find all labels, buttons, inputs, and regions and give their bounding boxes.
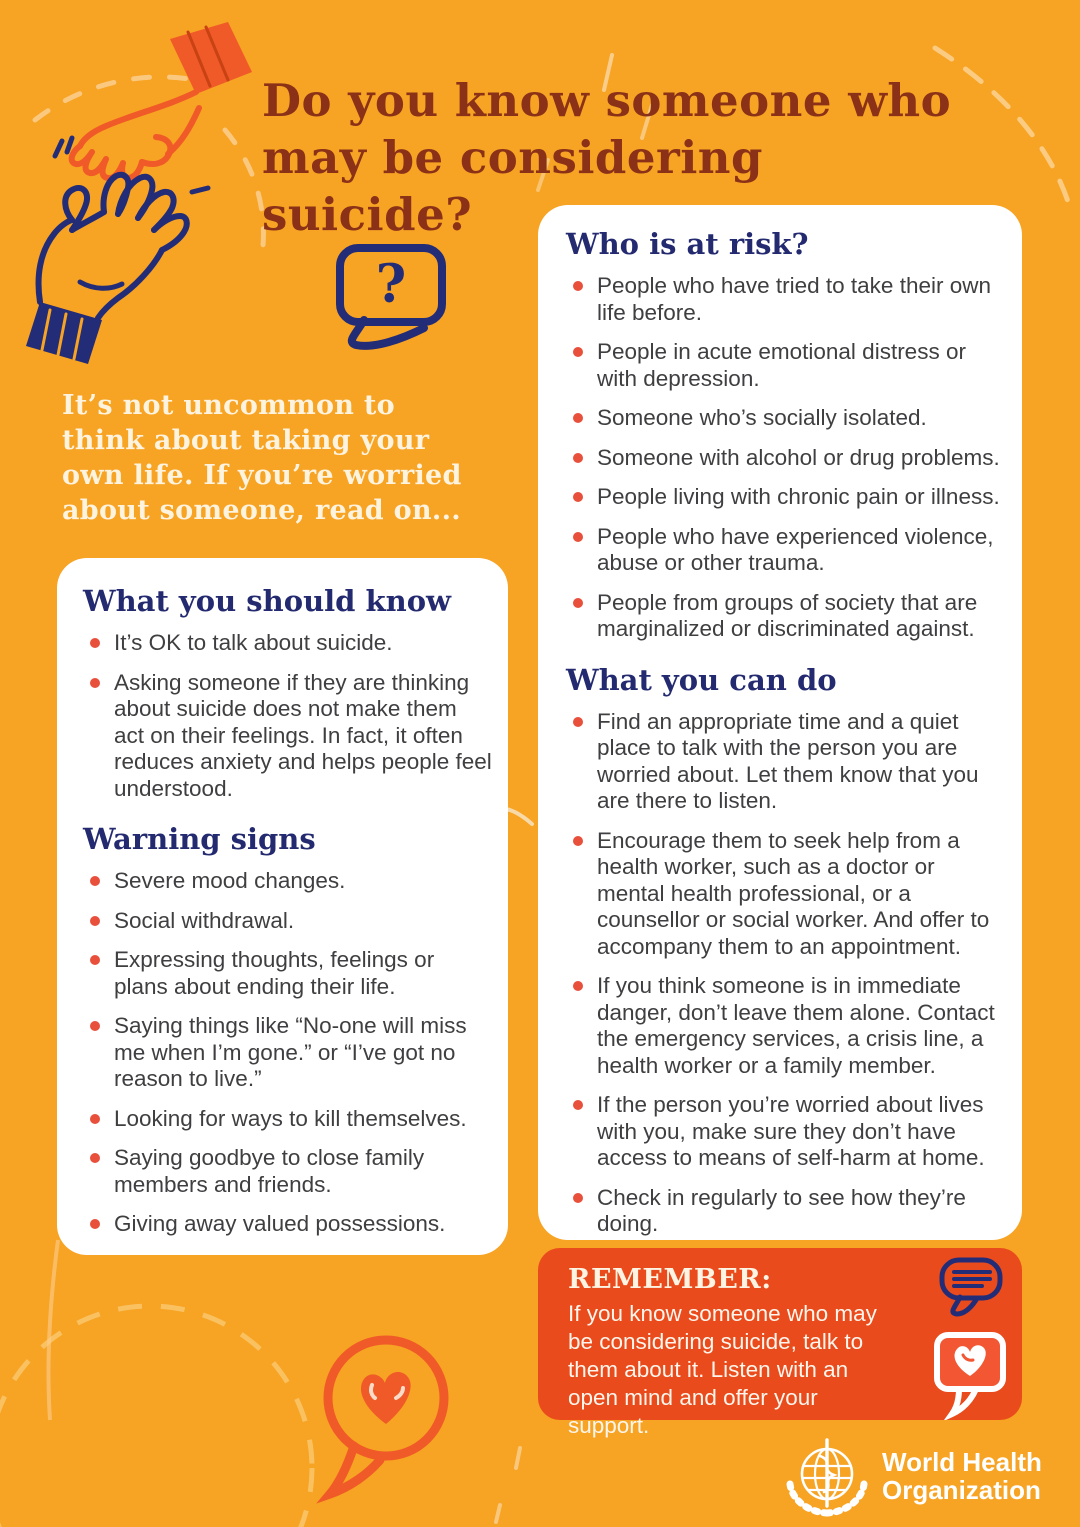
page-title-line2: may be considering suicide? (262, 131, 763, 241)
intro-paragraph: It’s not uncommon to think about taking your own life. If you’re worried about someone, read on... (62, 390, 462, 526)
list-item: Check in regularly to see how they’re doing. (566, 1185, 1002, 1238)
arc-bottom-left (48, 1240, 58, 1420)
heart-message-icon (930, 1328, 1012, 1420)
dashed-circle-bottom-left (0, 1306, 312, 1527)
dash-tick (192, 188, 208, 192)
list-item: People who have tried to take their own life before. (566, 273, 1002, 326)
list-warning-signs (83, 868, 492, 1238)
page-title-line1: Do you know someone who (262, 74, 952, 127)
list-item: Severe mood changes. (83, 868, 492, 895)
list-item: People in acute emotional distress or with depression. (566, 339, 1002, 392)
sparkle-ticks (55, 138, 72, 156)
list-what-you-can-do (566, 709, 1002, 1238)
who-logo-text-line1: World Health (882, 1447, 1042, 1477)
section-heading-what-you-should-know: What you should know (83, 584, 452, 618)
remember-card (538, 1248, 1022, 1438)
who-logo-text-line2: Organization (882, 1475, 1041, 1505)
question-speech-bubble-icon (330, 240, 465, 358)
list-item: Giving away valued possessions. (83, 1211, 492, 1238)
list-item: People from groups of society that are marginalized or discriminated against. (566, 590, 1002, 643)
card-what-you-should-know (57, 558, 508, 1255)
streak (516, 1448, 520, 1468)
list-item: Expressing thoughts, feelings or plans about ending their life. (83, 947, 492, 1000)
list-item: Saying things like “No-one will miss me when I’m gone.” or “I’ve got no reason to live.” (83, 1013, 492, 1093)
remember-body: If you know someone who may be considering suicide, talk to them about it. Listen with an open mind and offer your support. (568, 1301, 877, 1438)
section-heading-who-is-at-risk: Who is at risk? (566, 227, 809, 261)
orange-hand (72, 22, 252, 178)
list-item: People living with chronic pain or illness. (566, 484, 1002, 511)
who-logo-emblem (782, 1432, 872, 1522)
list-item: Someone who’s socially isolated. (566, 405, 1002, 432)
card-risk-and-actions (538, 205, 1022, 1240)
section-heading-warning-signs: Warning signs (83, 822, 316, 856)
list-item: Social withdrawal. (83, 908, 492, 935)
who-logo-text (882, 1448, 1042, 1504)
list-item: If you think someone is in immediate danger, don’t leave them alone. Contact the emergency services, a crisis line, a health worker or a family member. (566, 973, 1002, 1079)
list-item: Looking for ways to kill themselves. (83, 1106, 492, 1133)
list-item: People who have experienced violence, abuse or other trauma. (566, 524, 1002, 577)
list-what-you-should-know (83, 630, 492, 802)
heart-speech-bubble-icon (308, 1332, 463, 1512)
list-item: Find an appropriate time and a quiet place to talk with the person you are worried about. Let them know that you are there to listen. (566, 709, 1002, 815)
list-item: It’s OK to talk about suicide. (83, 630, 492, 657)
list-item: If the person you’re worried about lives with you, make sure they don’t have access to means of self-harm at home. (566, 1092, 1002, 1172)
list-item: Saying goodbye to close family members and friends. (83, 1145, 492, 1198)
list-item: Encourage them to seek help from a health worker, such as a doctor or mental health professional, or a counsellor or social worker. And offer to accompany them to an appointment. (566, 828, 1002, 961)
section-heading-what-you-can-do: What you can do (566, 662, 837, 697)
chat-message-icon (936, 1256, 1010, 1320)
list-item: Asking someone if they are thinking about suicide does not make them act on their feelings. In fact, it often reduces anxiety and helps people feel understood. (83, 670, 492, 803)
question-mark-glyph: ? (375, 254, 407, 315)
who-logo (782, 1432, 1052, 1524)
list-who-is-at-risk (566, 273, 1002, 643)
streak (496, 1505, 500, 1522)
list-item: Someone with alcohol or drug problems. (566, 445, 1002, 472)
remember-heading: REMEMBER: (568, 1264, 772, 1295)
